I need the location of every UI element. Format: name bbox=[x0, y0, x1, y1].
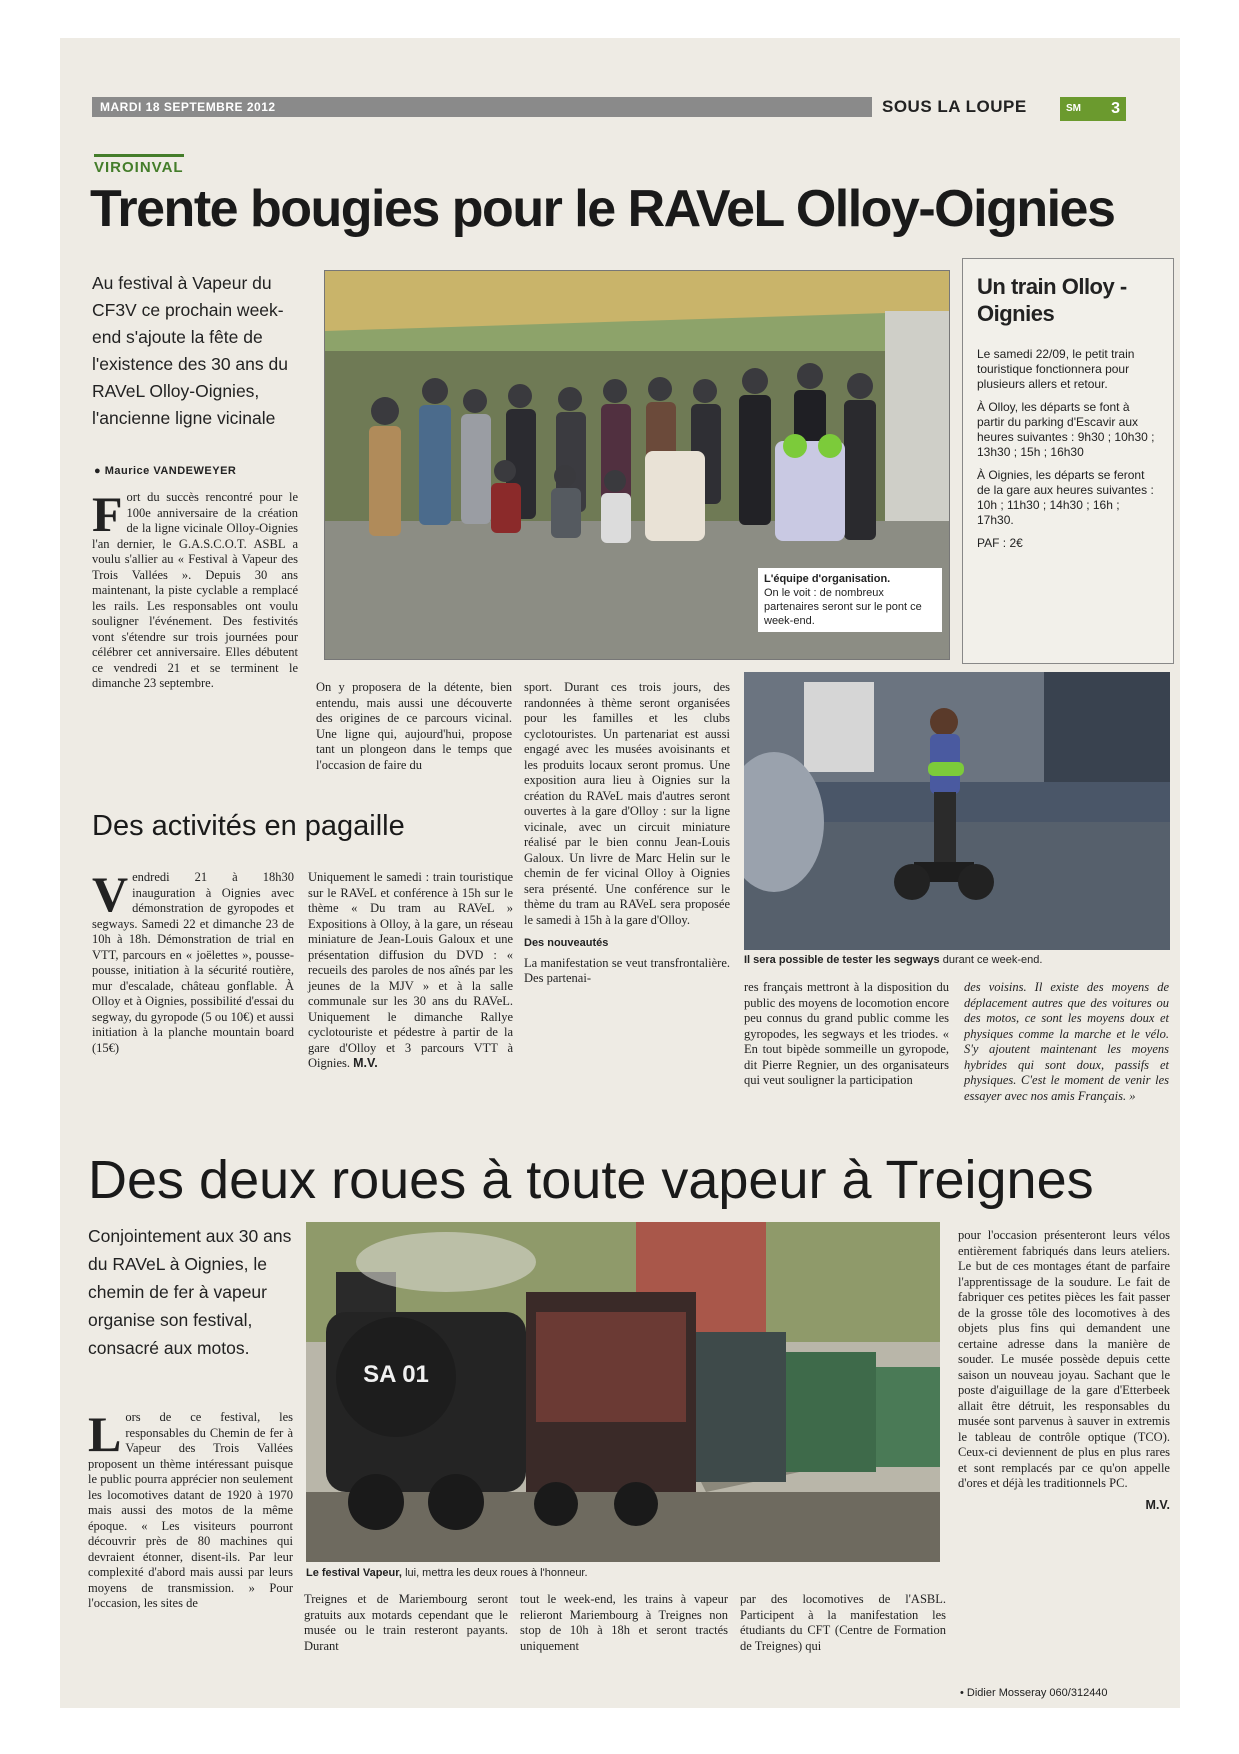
info-box-p3: À Oignies, les départs se feront de la gare aux heures suivantes : 10h ; 11h30 ; 14h30 ; 16h ; 17h30. bbox=[977, 468, 1154, 527]
article1-column-2: On y proposera de la détente, bien entendu, mais aussi une découverte des origines de ce parcours vicinal. Une ligne qui, aujourd'hui, propose tant un plongeon dans le temps que l'occasion de faire du bbox=[316, 680, 512, 772]
subheadline-activities: Des activités en pagaille bbox=[92, 810, 405, 842]
article2-col5-text: pour l'occasion présenteront leurs vélos entièrement fabriqués dans leurs ateliers. Le but de ces montages étant de parfaire l'apprentissage de la soudure. Le fait de fabriquer ces petites pièces les fait passer de la grosse tôle des locomotives à des objets plus fins qui demandent une certaine adresse dans la manière de souder. Le musée possède depuis cette saison un nouveau joyau. Sachant que le poste d'aiguillage de la gare d'Etterbeek allait être détruit, les responsables du musée sont parvenus à sauver in extremis le tableau de contrôle optique (TCO). Ceux-ci deviennent de plus en plus rares et sont remplacés par ce qu'on appelle d'ores et déjà les traditionnels PC. bbox=[958, 1228, 1170, 1490]
article2-column-2: Treignes et de Mariembourg seront gratuits aux motards cependant que le musée ou le train resteront payants. Durant bbox=[304, 1592, 508, 1653]
segway-photo-image bbox=[744, 672, 1170, 950]
info-box-body bbox=[977, 347, 1157, 559]
article2-column-3: tout le week-end, les trains à vapeur relieront Mariembourg à Treignes non stop de 10h à 18h et seront tractés uniquement bbox=[520, 1592, 728, 1653]
segway-photo bbox=[744, 672, 1170, 950]
activities-column-1 bbox=[92, 866, 294, 1056]
article1-col3a-text: sport. Durant ces trois jours, des randonnées à thème seront organisées pour les familles et les clubs cyclotouristes. Un partenariat est aussi engagé avec les musées avoisinants et les produits locaux seront promus. Une exposition aura lieu à Oignies sur la création du RAVeL mais d'autres seront ouvertes à la gare d'Olloy : sur la ligne vicinale, avec un circuit miniature réalisé par le bien connu Jean-Louis Galoux. Un livre de Marc Helin sur le chemin de fer vicinal Olloy à Oignies sera présenté. Une conférence sur le thème du tram au RAVeL sera proposée le samedi à 15h à la gare d'Olloy. bbox=[524, 680, 730, 927]
activities-colA-text: endredi 21 à 18h30 inauguration à Oignies avec démonstration de gyropodes et segways. Samedi 22 et dimanche 23 de 10h à 18h. Démonstration de trial en VTT, parcours en « joëlettes », pousse-pousse, initiation à la sécurité routière, mur d'escalade, château gonflable. À Olloy et à Oignies, possibilité d'essai du segway, du gyropode (5 ou 10€) et aussi initiation à la planche mountain board (15€) bbox=[92, 870, 294, 1055]
photo-caption-2-bold: Il sera possible de tester les segways bbox=[744, 954, 940, 966]
drop-cap: F bbox=[92, 486, 123, 542]
locomotive-plate: SA 01 bbox=[363, 1361, 429, 1388]
signature: M.V. bbox=[353, 1056, 378, 1070]
section-title: SOUS LA LOUPE bbox=[882, 97, 1027, 116]
steam-train-image bbox=[306, 1222, 940, 1562]
article1-column-1 bbox=[92, 486, 298, 692]
drop-cap: V bbox=[92, 866, 129, 922]
edition-code: SM bbox=[1066, 103, 1081, 114]
headline-treignes: Des deux roues à toute vapeur à Treignes bbox=[88, 1150, 1094, 1210]
page-number bbox=[1060, 97, 1126, 121]
article2-column-5 bbox=[958, 1228, 1170, 1513]
info-box-title: Un train Olloy - Oignies bbox=[977, 274, 1127, 326]
photo-caption-3 bbox=[306, 1567, 940, 1579]
info-box-p1: Le samedi 22/09, le petit train touristique fonctionnera pour plusieurs allers et retour. bbox=[977, 347, 1135, 391]
steam-train-photo bbox=[306, 1222, 940, 1562]
article1-col1-text: ort du succès rencontré pour le 100e anniversaire de la création de la ligne vicinale Olloy-Oignies l'an dernier, le G.A.S.C.O.T. ASBL a voulu s'allier au « Festival à Vapeur des Trois Vallées ». Depuis 30 ans maintenant, la piste cyclable a remplacé les rails. Les responsables ont voulu souligner l'événement. Des festivités vont s'étendre sur trois journées pour célébrer cet anniversaire. Elles débutent ce vendredi 21 et se terminent le dimanche 23 septembre. bbox=[92, 490, 298, 690]
article2-column-4: par des locomotives de l'ASBL. Participent à la manifestation les étudiants du CFT (Centre de Formation de Treignes) qui bbox=[740, 1592, 946, 1653]
photo-caption-2-text: durant ce week-end. bbox=[942, 954, 1043, 966]
article2-col1-text: ors de ce festival, les responsables du Chemin de fer à Vapeur des Trois Vallées proposent un thème intéressant puisque le public pourra apprécier non seulement les locomotives datant de 1920 à 1970 mais aussi des motos de la même époque. « Les visiteurs pourront découvrir près de 80 machines qui devraient étonner, disent-ils. Par leur complexité d'abord mais aussi par leurs moyens de transmission. » Pour l'occasion, les sites de bbox=[88, 1410, 293, 1610]
info-box-paf: PAF : 2€ bbox=[977, 536, 1023, 550]
activities-column-2 bbox=[308, 870, 513, 1072]
subhead-nouveautes: Des nouveautés bbox=[524, 937, 609, 949]
signature-2: M.V. bbox=[1145, 1497, 1170, 1512]
page-number-value: 3 bbox=[1111, 100, 1120, 117]
headline-main: Trente bougies pour le RAVeL Olloy-Oignies bbox=[90, 180, 1115, 238]
article1-column-3 bbox=[524, 680, 730, 987]
info-box-p2: À Olloy, les départs se font à partir du parking d'Escavir aux heures suivantes : 9h30 ; 10h30 ; 13h30 ; 15h ; 16h30 bbox=[977, 400, 1155, 459]
byline: ● Maurice VANDEWEYER bbox=[94, 465, 237, 477]
photo-caption-1-text: On le voit : de nombreux partenaires seront sur le pont ce week-end. bbox=[764, 587, 922, 627]
photo-caption-3-bold: Le festival Vapeur, bbox=[306, 1567, 402, 1579]
drop-cap: L bbox=[88, 1406, 122, 1462]
photo-caption-3-text: lui, mettra les deux roues à l'honneur. bbox=[405, 1567, 588, 1579]
article-lead: Au festival à Vapeur du CF3V ce prochain week-end s'ajoute la fête de l'existence des 30 ans du RAVeL Olloy-Oignies, l'ancienne ligne vicinale bbox=[92, 273, 288, 428]
article-kicker: VIROINVAL bbox=[94, 154, 184, 176]
photo-caption-1 bbox=[758, 568, 942, 632]
photo-caption-1-title: L'équipe d'organisation. bbox=[764, 573, 891, 585]
article1-col3b-text: La manifestation se veut transfrontalière. Des partenai- bbox=[524, 955, 730, 985]
photo-caption-2 bbox=[744, 954, 1170, 966]
article2-lead: Conjointement aux 30 ans du RAVeL à Oignies, le chemin de fer à vapeur organise son festival, consacré aux motos. bbox=[88, 1226, 292, 1358]
advertiser-credit: • Didier Mosseray 060/312440 bbox=[960, 1687, 1108, 1699]
activities-colB-text: Uniquement le samedi : train touristique sur le RAVeL et conférence à 15h sur le thème « Du tram au RAVeL » Expositions à Olloy, à la gare, un réseau miniature de Jean-Louis Galoux et une présentation diffusion du DVD : « recueils des paroles de nos aînés par les jeunes de la MJV » et à la salle communale sur les 30 ans du RAVeL. Uniquement le dimanche Rallye cyclotouriste et pédestre à partir de la gare d'Olloy et 3 parcours VTT à Oignies. bbox=[308, 870, 513, 1070]
article1-column-4: res français mettront à la disposition du public des moyens de locomotion encore peu connus du grand public comme les gyropodes, les segways et les triodes. « En tout bipède sommeille un gyropode, dit Pierre Regnier, un des organisateurs qui veut souligner la participation bbox=[744, 980, 949, 1087]
article2-column-1 bbox=[88, 1406, 293, 1612]
date-bar: MARDI 18 SEPTEMBRE 2012 bbox=[92, 97, 872, 117]
article1-column-5: des voisins. Il existe des moyens de déplacement autres que des voitures ou des motos, ce sont les moyens doux et physiques comme la marche et le vélo. S'y ajoutent maintenant les moyens hybrides qui sont doux, passifs et physiques. C'est le moment de venir les essayer avec nos amis Français. » bbox=[964, 980, 1169, 1103]
info-box bbox=[962, 258, 1174, 664]
